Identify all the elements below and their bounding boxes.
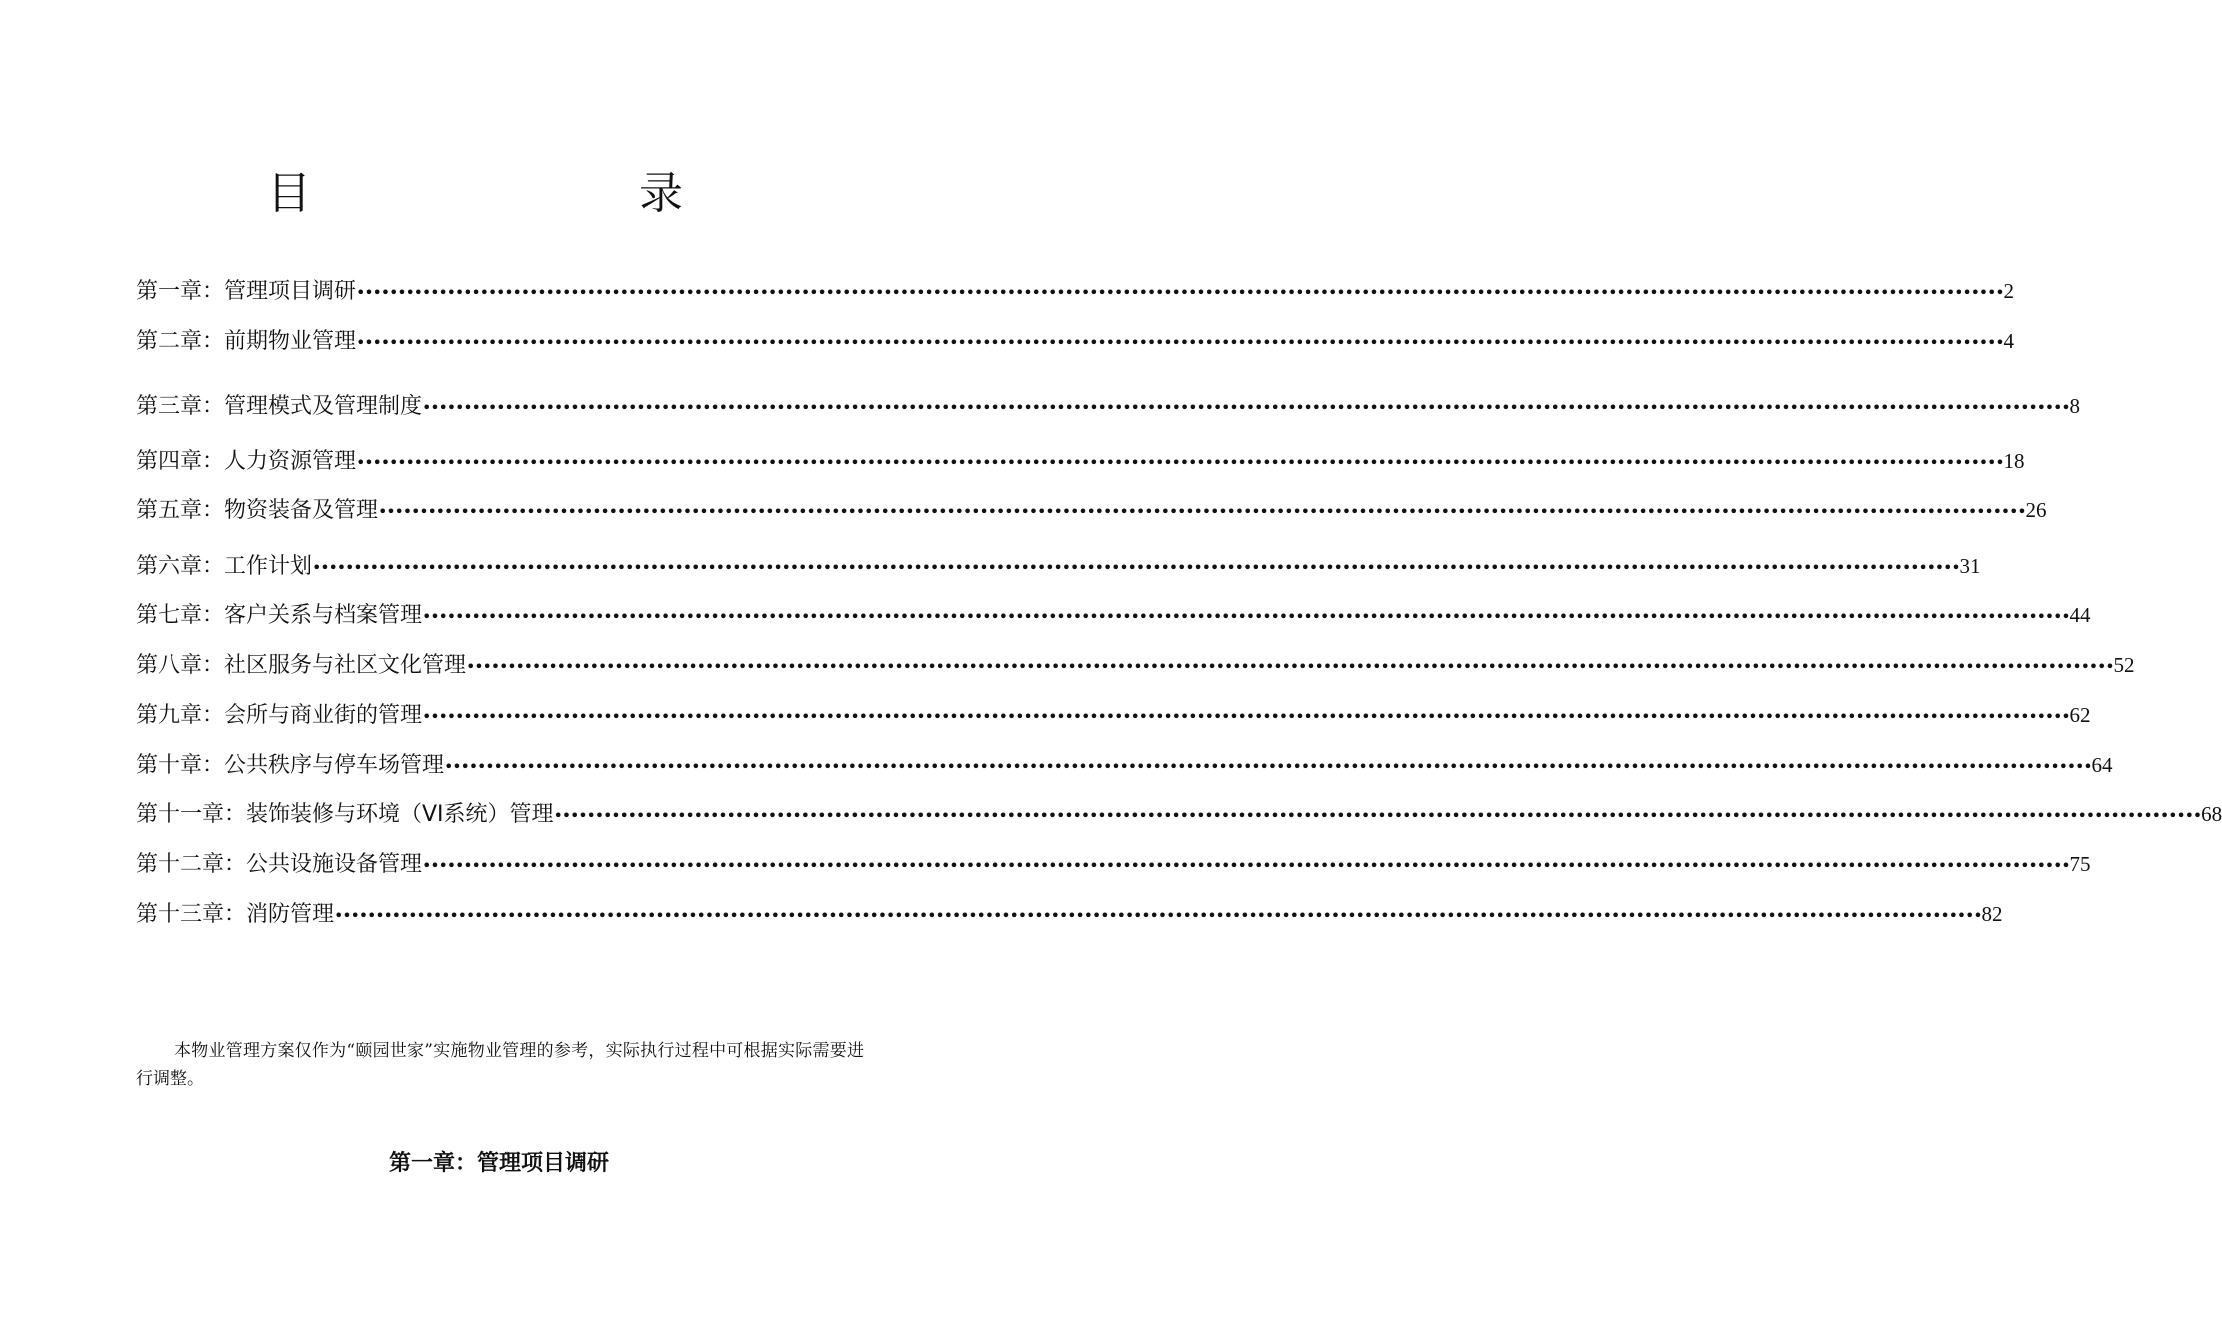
toc-page-number: 62 xyxy=(2069,703,2091,727)
toc-entry[interactable] xyxy=(136,748,2113,782)
toc-entry[interactable] xyxy=(136,897,2003,931)
toc-entry-label: 第二章：前期物业管理 xyxy=(136,329,357,354)
chapter-heading: 第一章：管理项目调研 xyxy=(388,1151,609,1176)
note-paragraph: 本物业管理方案仅作为“颐园世家”实施物业管理的参考，实际执行过程中可根据实际需要进行调整。 xyxy=(136,1041,864,1089)
toc-page-number: 4 xyxy=(2003,329,2015,353)
toc-page-number: 31 xyxy=(1959,554,1981,578)
toc-entry[interactable] xyxy=(136,549,1981,583)
toc-page-number: 64 xyxy=(2091,753,2113,777)
toc-entry[interactable] xyxy=(136,598,2091,632)
toc-page-number: 8 xyxy=(2069,394,2081,418)
toc-entry[interactable] xyxy=(136,797,2222,831)
toc-entry-label: 第十三章：消防管理 xyxy=(136,902,335,927)
toc-entry-label: 第十一章：装饰装修与环境（VI系统）管理 xyxy=(136,802,554,827)
toc-entry[interactable] xyxy=(136,274,2015,308)
toc-entry[interactable] xyxy=(136,324,2015,358)
toc-entry[interactable] xyxy=(136,698,2091,732)
toc-dot-leader: •••••••••••••••••••••••••••••••••••••••••••••••••••••••••••••••••••••••••••••••••••••••••••••••••••••••••••••••••••••••••••••••••••••••••••••••••••••••••••••••••••••••••••••••••••••••••••••••••••••••• xyxy=(553,806,2202,825)
toc-dot-leader: •••••••••••••••••••••••••••••••••••••••••••••••••••••••••••••••••••••••••••••••••••••••••••••••••••••••••••••••••••••••••••••••••••••••••••••••••••••••••••••••••••••••••••••••••••••••••••••••••••••••• xyxy=(356,283,2004,302)
toc-dot-leader: •••••••••••••••••••••••••••••••••••••••••••••••••••••••••••••••••••••••••••••••••••••••••••••••••••••••••••••••••••••••••••••••••••••••••••••••••••••••••••••••••••••••••••••••••••••••••••••••••••••••• xyxy=(334,906,1982,925)
toc-page-number: 26 xyxy=(2025,498,2047,522)
toc-entry[interactable] xyxy=(136,493,2047,527)
toc-entry-label: 第十二章：公共设施设备管理 xyxy=(136,852,423,877)
toc-page-number: 44 xyxy=(2069,603,2091,627)
toc-entry-label: 第五章：物资装备及管理 xyxy=(136,498,379,523)
toc-entry-label: 第七章：客户关系与档案管理 xyxy=(136,603,423,628)
page-title: 目 录 xyxy=(267,168,763,219)
toc-dot-leader: •••••••••••••••••••••••••••••••••••••••••••••••••••••••••••••••••••••••••••••••••••••••••••••••••••••••••••••••••••••••••••••••••••••••••••••••••••••••••••••••••••••••••••••••••••••••••••••••••••••••• xyxy=(466,657,2114,676)
toc-page-number: 75 xyxy=(2069,852,2091,876)
toc-entry-label: 第九章：会所与商业街的管理 xyxy=(136,703,423,728)
toc-dot-leader: •••••••••••••••••••••••••••••••••••••••••••••••••••••••••••••••••••••••••••••••••••••••••••••••••••••••••••••••••••••••••••••••••••••••••••••••••••••••••••••••••••••••••••••••••••••••••••••••••••••••• xyxy=(422,856,2070,875)
toc-page-number: 18 xyxy=(2003,449,2025,473)
toc-entry-label: 第四章：人力资源管理 xyxy=(136,449,357,474)
toc-entry[interactable] xyxy=(136,648,2135,682)
toc-page-number: 68 xyxy=(2201,802,2222,826)
toc-dot-leader: •••••••••••••••••••••••••••••••••••••••••••••••••••••••••••••••••••••••••••••••••••••••••••••••••••••••••••••••••••••••••••••••••••••••••••••••••••••••••••••••••••••••••••••••••••••••••••••••••••••••• xyxy=(422,398,2070,417)
toc-entry-label: 第六章：工作计划 xyxy=(136,554,313,579)
toc-dot-leader: •••••••••••••••••••••••••••••••••••••••••••••••••••••••••••••••••••••••••••••••••••••••••••••••••••••••••••••••••••••••••••••••••••••••••••••••••••••••••••••••••••••••••••••••••••••••••••••••••••••••• xyxy=(356,453,2004,472)
toc-dot-leader: •••••••••••••••••••••••••••••••••••••••••••••••••••••••••••••••••••••••••••••••••••••••••••••••••••••••••••••••••••••••••••••••••••••••••••••••••••••••••••••••••••••••••••••••••••••••••••••••••••••••• xyxy=(312,558,1960,577)
toc-page-number: 52 xyxy=(2113,653,2135,677)
toc-entry-label: 第一章：管理项目调研 xyxy=(136,279,357,304)
toc-entry-label: 第十章：公共秩序与停车场管理 xyxy=(136,753,445,778)
toc-dot-leader: •••••••••••••••••••••••••••••••••••••••••••••••••••••••••••••••••••••••••••••••••••••••••••••••••••••••••••••••••••••••••••••••••••••••••••••••••••••••••••••••••••••••••••••••••••••••••••••••••••••••• xyxy=(422,607,2070,626)
toc-page-number: 82 xyxy=(1981,902,2003,926)
toc-entry[interactable] xyxy=(136,847,2091,881)
toc-dot-leader: •••••••••••••••••••••••••••••••••••••••••••••••••••••••••••••••••••••••••••••••••••••••••••••••••••••••••••••••••••••••••••••••••••••••••••••••••••••••••••••••••••••••••••••••••••••••••••••••••••••••• xyxy=(444,757,2092,776)
toc-entry-label: 第三章：管理模式及管理制度 xyxy=(136,394,423,419)
toc-entry-label: 第八章：社区服务与社区文化管理 xyxy=(136,653,467,678)
toc-dot-leader: •••••••••••••••••••••••••••••••••••••••••••••••••••••••••••••••••••••••••••••••••••••••••••••••••••••••••••••••••••••••••••••••••••••••••••••••••••••••••••••••••••••••••••••••••••••••••••••••••••••••• xyxy=(378,502,2026,521)
toc-dot-leader: •••••••••••••••••••••••••••••••••••••••••••••••••••••••••••••••••••••••••••••••••••••••••••••••••••••••••••••••••••••••••••••••••••••••••••••••••••••••••••••••••••••••••••••••••••••••••••••••••••••••• xyxy=(422,707,2070,726)
toc-page-number: 2 xyxy=(2003,279,2015,303)
toc-entry[interactable] xyxy=(136,444,2025,478)
toc-dot-leader: •••••••••••••••••••••••••••••••••••••••••••••••••••••••••••••••••••••••••••••••••••••••••••••••••••••••••••••••••••••••••••••••••••••••••••••••••••••••••••••••••••••••••••••••••••••••••••••••••••••••• xyxy=(356,333,2004,352)
toc-entry[interactable] xyxy=(136,389,2081,423)
